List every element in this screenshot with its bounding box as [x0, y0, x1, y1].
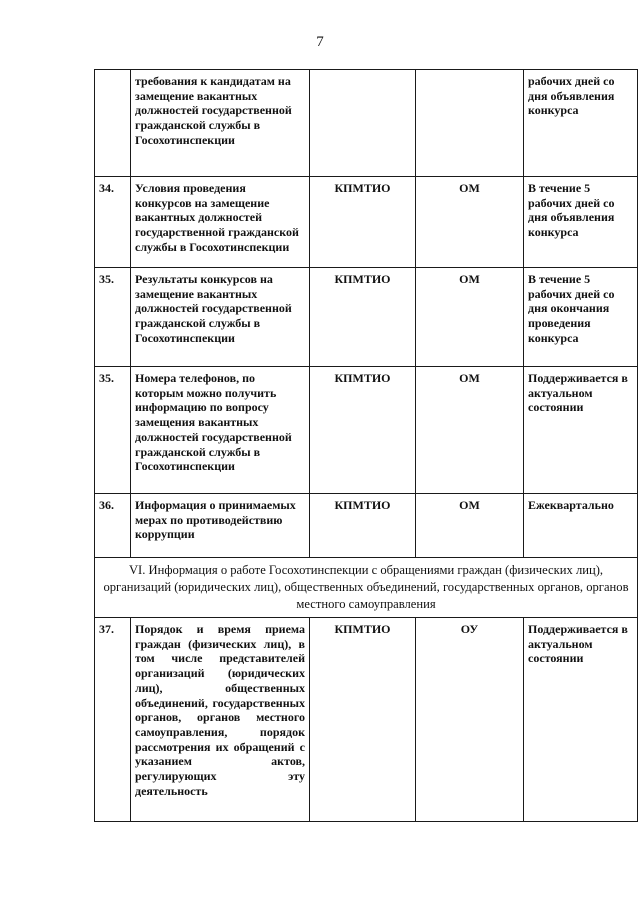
row-term: В течение 5 рабочих дней со дня окончания проведения конкурса	[524, 268, 638, 367]
row-term: Поддерживается в актуальном состоянии	[524, 618, 638, 822]
row-form: ОМ	[416, 268, 524, 367]
row-information-name: требования к кандидатам на замещение вакантных должностей государственной гражданской службы в Госохотинспекции	[131, 70, 310, 177]
row-responsible: КПМТИО	[310, 367, 416, 494]
page-number: 7	[316, 34, 324, 50]
row-responsible: КПМТИО	[310, 177, 416, 268]
row-number: 34.	[95, 177, 131, 268]
row-number: 35.	[95, 268, 131, 367]
row-form: ОУ	[416, 618, 524, 822]
row-number: 37.	[95, 618, 131, 822]
row-form: ОМ	[416, 494, 524, 558]
row-information-name: Порядок и время приема граждан (физических лиц), в том числе представителей организаций (юридических лиц), общественных объединений, государственных органов, органов местного самоуправления, порядок рассмотрения их обращений с указанием актов, регулирующих эту деятельность	[131, 618, 310, 822]
table-row	[95, 268, 638, 367]
row-responsible: КПМТИО	[310, 494, 416, 558]
row-information-name: Условия проведения конкурсов на замещение вакантных должностей государственной гражданской службы в Госохотинспекции	[131, 177, 310, 268]
row-term: рабочих дней со дня объявления конкурса	[524, 70, 638, 177]
row-information-name: Результаты конкурсов на замещение вакантных должностей государственной гражданской службы в Госохотинспекции	[131, 268, 310, 367]
table-row	[95, 70, 638, 177]
row-term: Ежеквартально	[524, 494, 638, 558]
section-heading-row	[95, 558, 638, 618]
row-form	[416, 70, 524, 177]
table-row	[95, 494, 638, 558]
row-term: В течение 5 рабочих дней со дня объявления конкурса	[524, 177, 638, 268]
table-row	[95, 367, 638, 494]
row-responsible: КПМТИО	[310, 268, 416, 367]
table-row	[95, 177, 638, 268]
table-row	[95, 618, 638, 822]
row-information-name: Номера телефонов, по которым можно получить информацию по вопросу замещения вакантных должностей государственной гражданской службы в Госохотинспекции	[131, 367, 310, 494]
row-term: Поддерживается в актуальном состоянии	[524, 367, 638, 494]
row-form: ОМ	[416, 177, 524, 268]
row-responsible	[310, 70, 416, 177]
row-number: 35.	[95, 367, 131, 494]
row-number	[95, 70, 131, 177]
row-information-name: Информация о принимаемых мерах по противодействию коррупции	[131, 494, 310, 558]
row-number: 36.	[95, 494, 131, 558]
section-title: VI. Информация о работе Госохотинспекции с обращениями граждан (физических лиц), организаций (юридических лиц), общественных объединений, государственных органов, органов местного самоуправления	[95, 558, 638, 618]
row-form: ОМ	[416, 367, 524, 494]
information-registry-table	[94, 69, 638, 822]
row-responsible: КПМТИО	[310, 618, 416, 822]
